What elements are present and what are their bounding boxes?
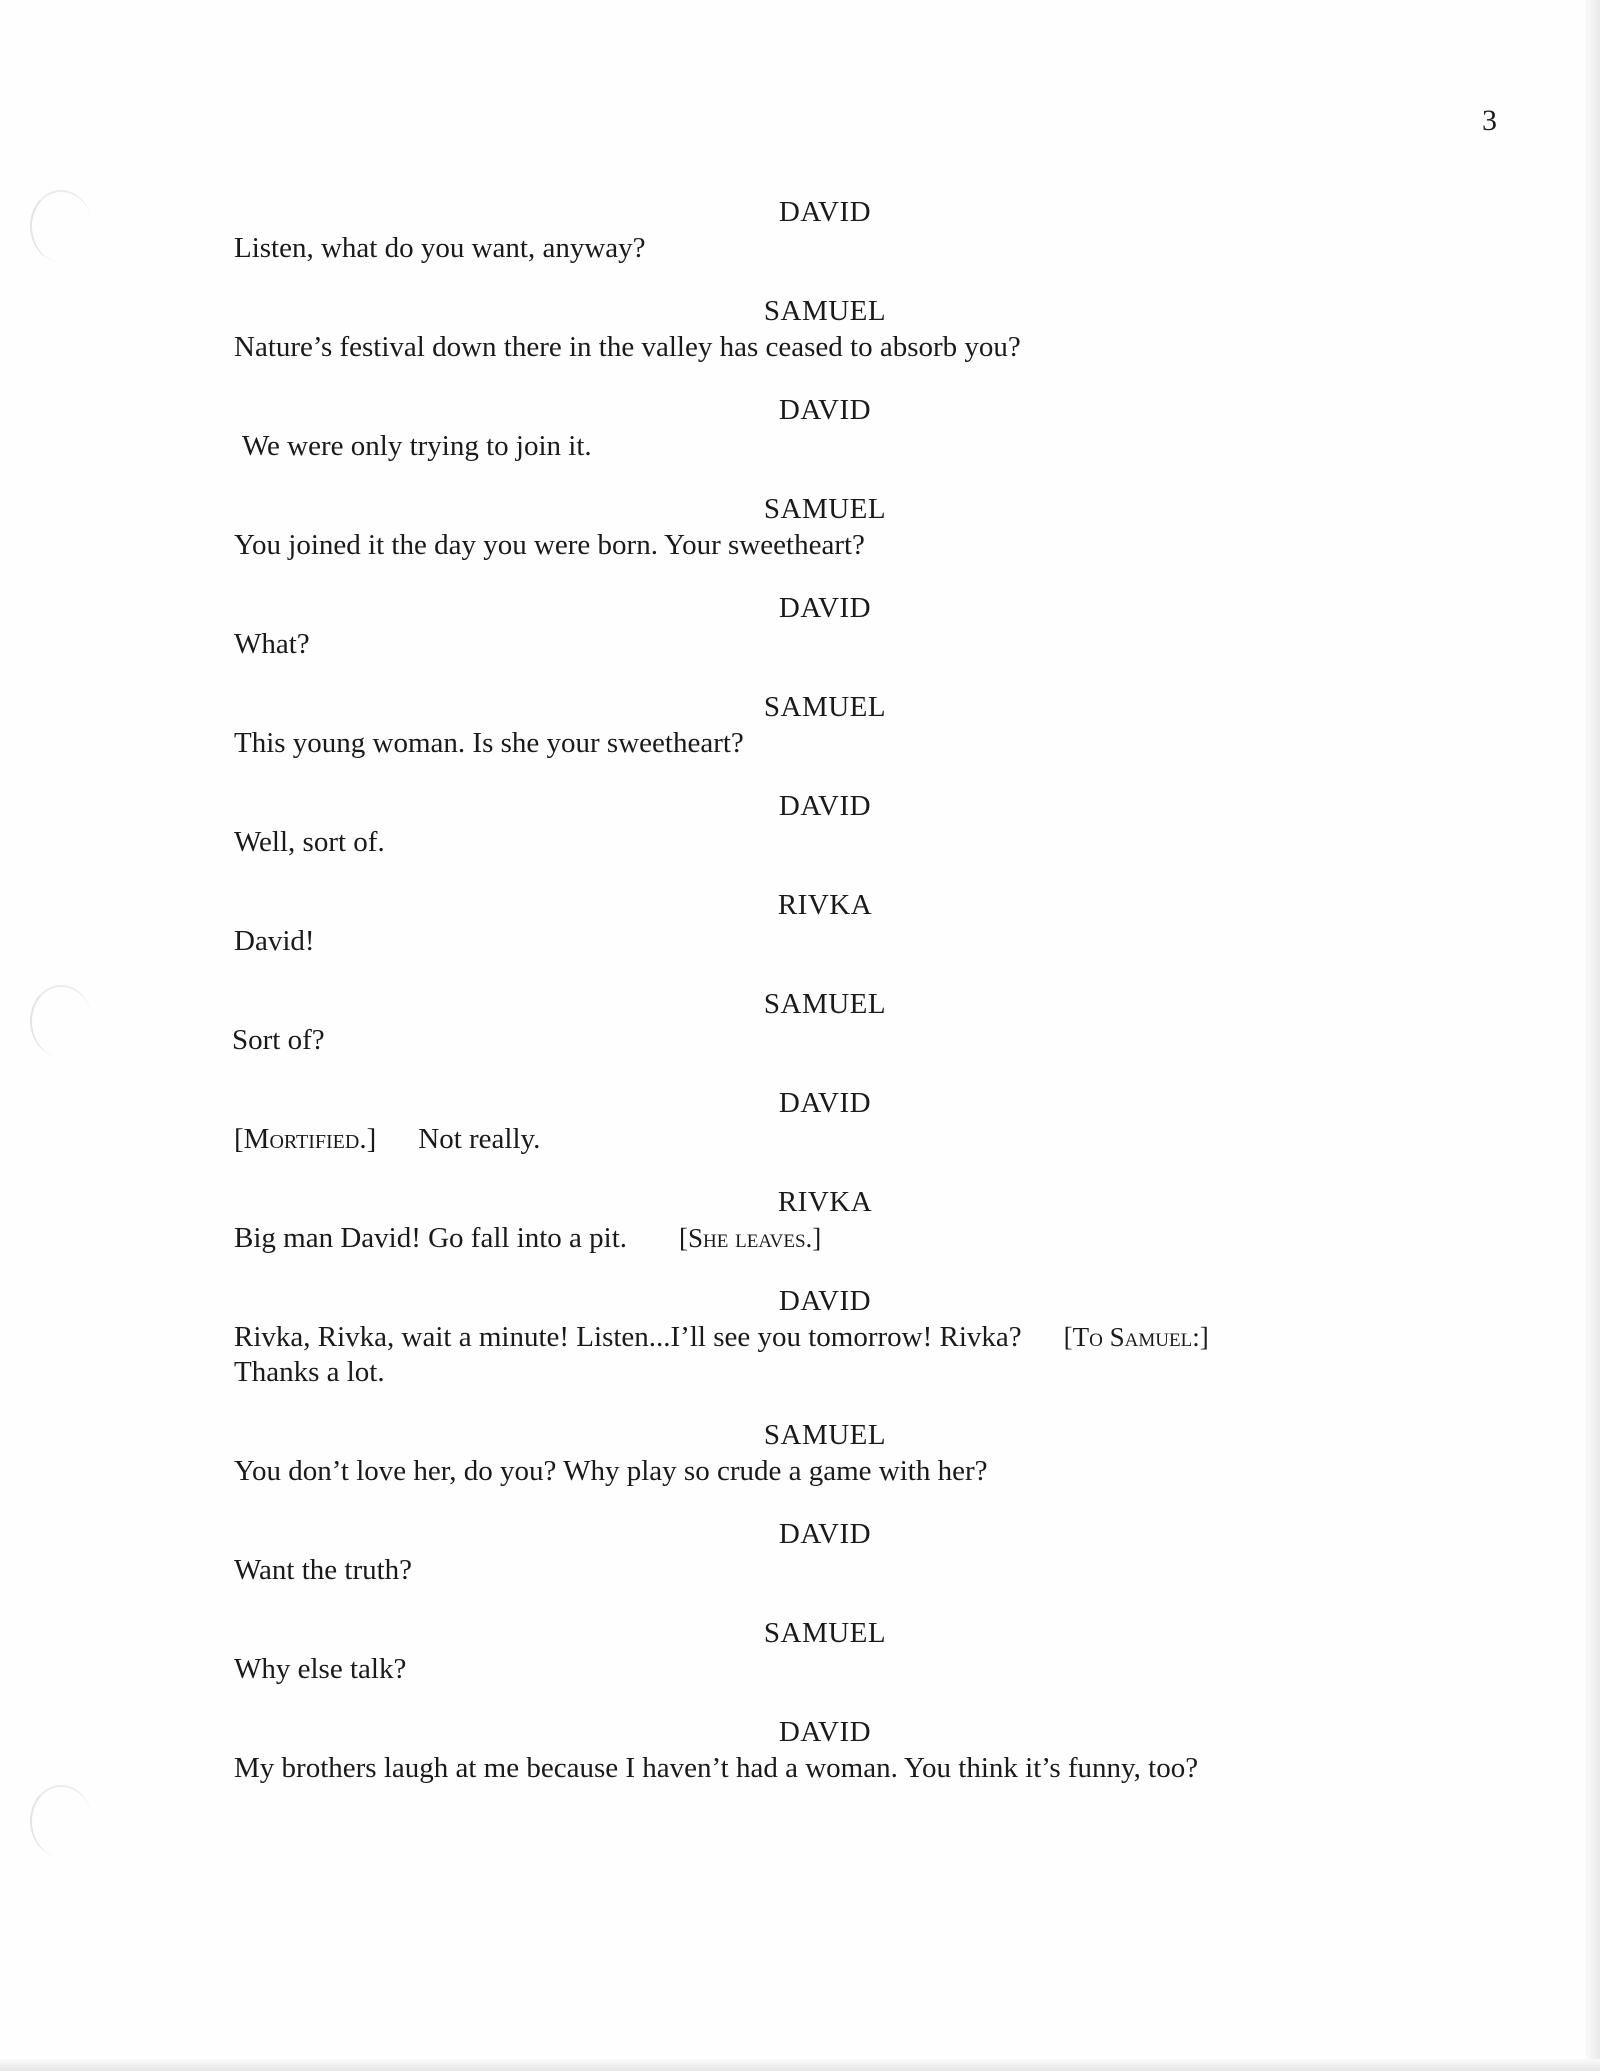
speaker-name: DAVID xyxy=(778,1716,872,1748)
dialogue-line: Why else talk? xyxy=(234,1653,407,1685)
punch-hole-mark xyxy=(30,190,92,262)
dialogue-line-with-direction xyxy=(234,1123,540,1156)
punch-hole-mark xyxy=(30,985,92,1057)
dialogue-line-continued: Thanks a lot. xyxy=(234,1356,385,1388)
dialogue-line: Listen, what do you want, anyway? xyxy=(234,232,646,264)
dialogue-line: You don’t love her, do you? Why play so crude a game with her? xyxy=(234,1455,988,1487)
speaker-name: SAMUEL xyxy=(763,988,887,1020)
dialogue-line: Nature’s festival down there in the valley has ceased to absorb you? xyxy=(234,331,1021,363)
speaker-name: DAVID xyxy=(778,394,872,426)
speaker-name: RIVKA xyxy=(777,889,873,921)
dialogue-line: What? xyxy=(234,628,310,660)
speaker-name: DAVID xyxy=(778,1087,872,1119)
dialogue-text: Big man David! Go fall into a pit. xyxy=(234,1222,628,1254)
dialogue-line: Want the truth? xyxy=(234,1554,413,1586)
dialogue-line: David! xyxy=(234,925,315,957)
speaker-name: DAVID xyxy=(778,196,872,228)
dialogue-line: My brothers laugh at me because I haven’t had a woman. You think it’s funny, too? xyxy=(234,1752,1199,1784)
speaker-name: DAVID xyxy=(778,790,872,822)
dialogue-line: This young woman. Is she your sweetheart? xyxy=(234,727,744,759)
dialogue-line: Sort of? xyxy=(232,1024,325,1056)
dialogue-line: Well, sort of. xyxy=(234,826,385,858)
dialogue-line-with-direction xyxy=(234,1222,821,1255)
speaker-name: SAMUEL xyxy=(763,493,887,525)
dialogue-line: You joined it the day you were born. Your sweetheart? xyxy=(234,529,865,561)
speaker-name: SAMUEL xyxy=(763,295,887,327)
stage-direction: [She leaves.] xyxy=(679,1223,822,1253)
speaker-name: DAVID xyxy=(778,1285,872,1317)
speaker-name: DAVID xyxy=(778,1518,872,1550)
speaker-name: SAMUEL xyxy=(763,691,887,723)
dialogue-line-with-direction xyxy=(234,1321,1209,1354)
dialogue-line: We were only trying to join it. xyxy=(242,430,592,462)
punch-hole-mark xyxy=(30,1785,92,1857)
dialogue-text: Rivka, Rivka, wait a minute! Listen...I’ll see you tomorrow! Rivka? xyxy=(234,1321,1022,1353)
page-number: 3 xyxy=(1482,104,1497,137)
speaker-name: RIVKA xyxy=(777,1186,873,1218)
speaker-name: SAMUEL xyxy=(763,1617,887,1649)
speaker-name: DAVID xyxy=(778,592,872,624)
stage-direction: [Mortified.] xyxy=(234,1123,377,1155)
stage-direction: [To Samuel:] xyxy=(1063,1322,1209,1352)
speaker-name: SAMUEL xyxy=(763,1419,887,1451)
page-edge-shadow xyxy=(1586,0,1600,2071)
page-edge-shadow-bottom xyxy=(0,2059,1600,2071)
dialogue-text: Not really. xyxy=(418,1123,541,1155)
